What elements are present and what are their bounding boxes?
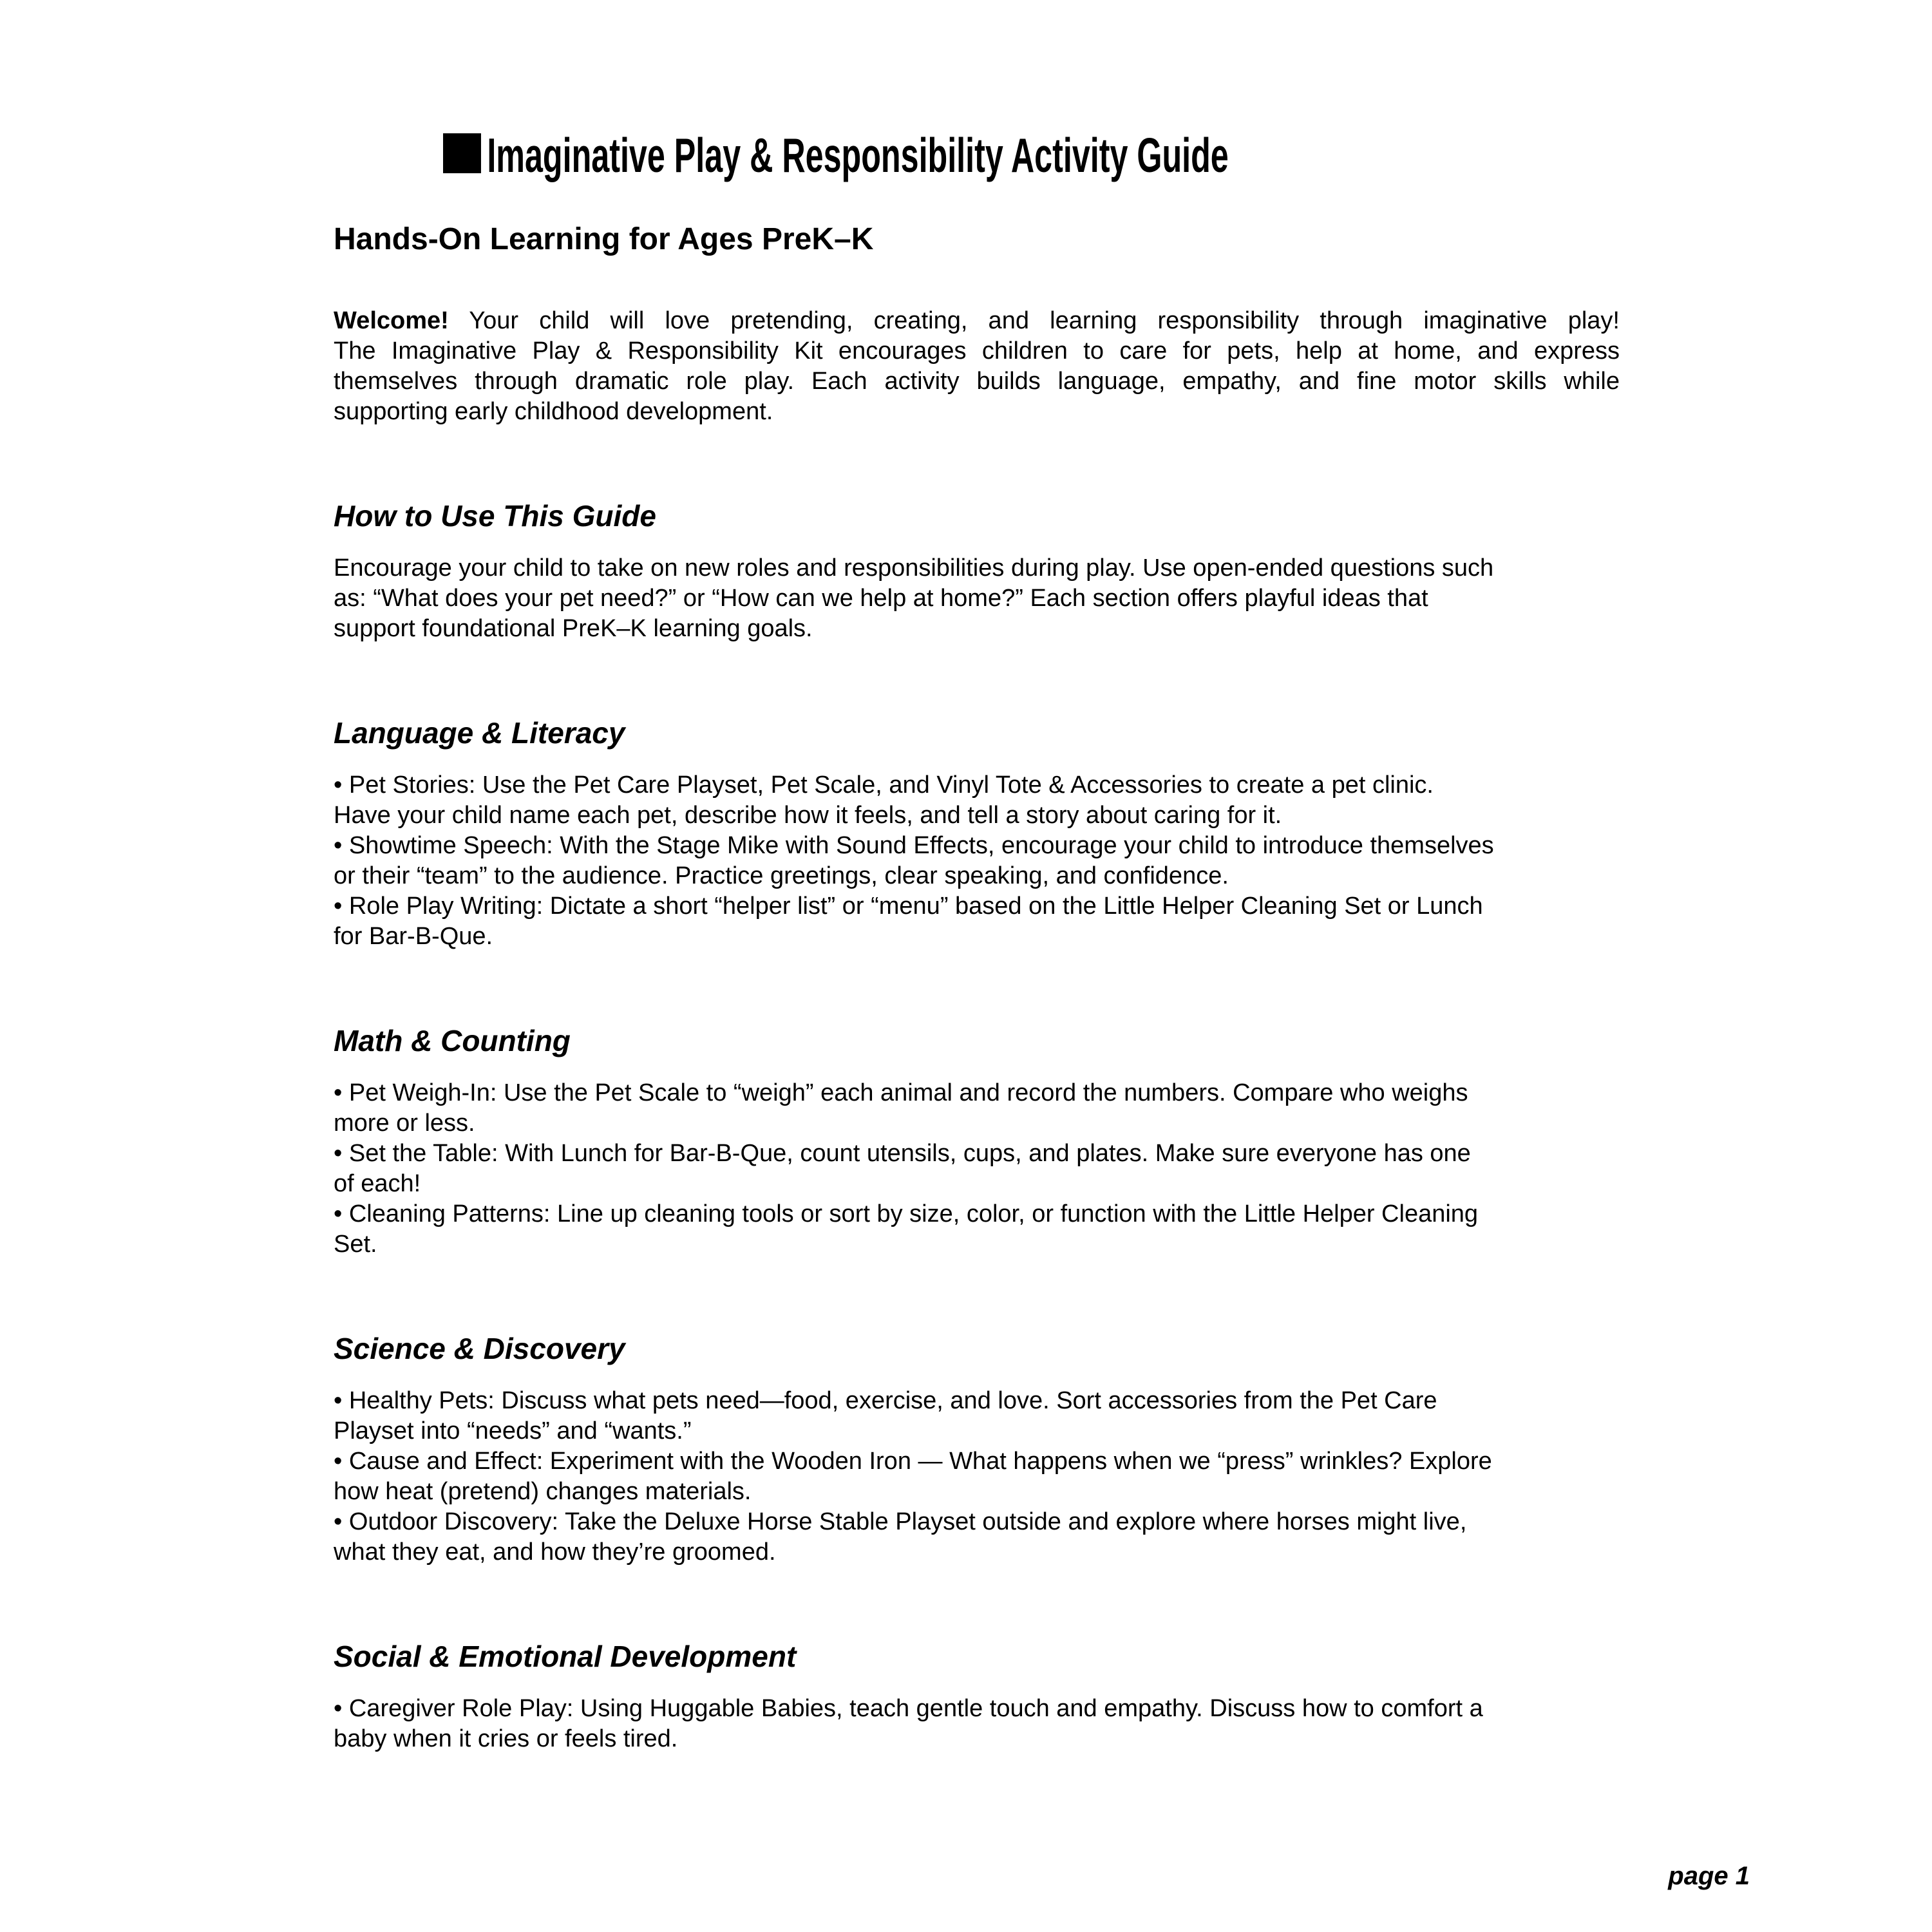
intro-line: themselves through dramatic role play. Each activity builds language, empathy, and fine motor skills while (334, 368, 1620, 395)
text-line: support foundational PreK–K learning goals. (334, 615, 813, 642)
section-body (334, 770, 1620, 952)
text-line: for Bar-B-Que. (334, 923, 493, 950)
text-line: or their “team” to the audience. Practice greetings, clear speaking, and confidence. (334, 862, 1229, 889)
intro-line: The Imaginative Play & Responsibility Kit encourages children to care for pets, help at home, and express (334, 337, 1620, 365)
text-line: • Cause and Effect: Experiment with the Wooden Iron — What happens when we “press” wrinkles? Explore (334, 1448, 1492, 1475)
page-title-text: Imaginative Play & Responsibility Activity Guide (487, 128, 1229, 182)
text-line: more or less. (334, 1110, 475, 1137)
text-line: how heat (pretend) changes materials. (334, 1478, 752, 1505)
intro-line: Welcome! Your child will love pretending, creating, and learning responsibility through imaginative play! (334, 307, 1620, 334)
document-body (334, 0, 1620, 1754)
text-line: Encourage your child to take on new roles and responsibilities during play. Use open-ended questions such (334, 554, 1494, 582)
section-heading: How to Use This Guide (334, 499, 656, 533)
intro-line: supporting early childhood development. (334, 398, 773, 425)
text-line: • Caregiver Role Play: Using Huggable Babies, teach gentle touch and empathy. Discuss how to comfort a (334, 1695, 1483, 1722)
page-subtitle: Hands-On Learning for Ages PreK–K (334, 222, 874, 256)
section-body (334, 1078, 1620, 1260)
text-line: Set. (334, 1231, 377, 1258)
text-line: • Showtime Speech: With the Stage Mike with Sound Effects, encourage your child to introduce themselves (334, 832, 1494, 859)
text-line: baby when it cries or feels tired. (334, 1725, 678, 1752)
text-line: what they eat, and how they’re groomed. (334, 1539, 776, 1566)
text-line: • Pet Weigh-In: Use the Pet Scale to “weigh” each animal and record the numbers. Compare who weighs (334, 1079, 1468, 1106)
text-line: • Set the Table: With Lunch for Bar-B-Que, count utensils, cups, and plates. Make sure everyone has one (334, 1140, 1471, 1167)
section-heading: Science & Discovery (334, 1332, 625, 1365)
section-heading: Language & Literacy (334, 716, 625, 750)
sections (334, 498, 1620, 1754)
section-heading: Math & Counting (334, 1024, 571, 1057)
text-line: • Outdoor Discovery: Take the Deluxe Horse Stable Playset outside and explore where horses might live, (334, 1508, 1467, 1535)
text-line: Have your child name each pet, describe how it feels, and tell a story about caring for it. (334, 802, 1282, 829)
section-body (334, 1694, 1620, 1754)
section-heading: Social & Emotional Development (334, 1640, 797, 1673)
text-line: • Cleaning Patterns: Line up cleaning tools or sort by size, color, or function with the Little Helper Cleaning (334, 1200, 1479, 1227)
text-line: • Pet Stories: Use the Pet Care Playset, Pet Scale, and Vinyl Tote & Accessories to create a pet clinic. (334, 772, 1434, 799)
text-line: • Role Play Writing: Dictate a short “helper list” or “menu” based on the Little Helper Cleaning Set or Lunch (334, 893, 1483, 920)
text-line: of each! (334, 1170, 421, 1197)
intro-paragraph (334, 306, 1620, 427)
text-line: • Healthy Pets: Discuss what pets need—food, exercise, and love. Sort accessories from the Pet Care (334, 1387, 1437, 1414)
text-line: as: “What does your pet need?” or “How can we help at home?” Each section offers playful ideas that (334, 585, 1428, 612)
page-number: page 1 (1668, 1862, 1750, 1890)
section-body (334, 553, 1620, 644)
section-body (334, 1386, 1620, 1567)
text-line: Playset into “needs” and “wants.” (334, 1417, 692, 1444)
intro-lead: Welcome! (334, 307, 449, 334)
